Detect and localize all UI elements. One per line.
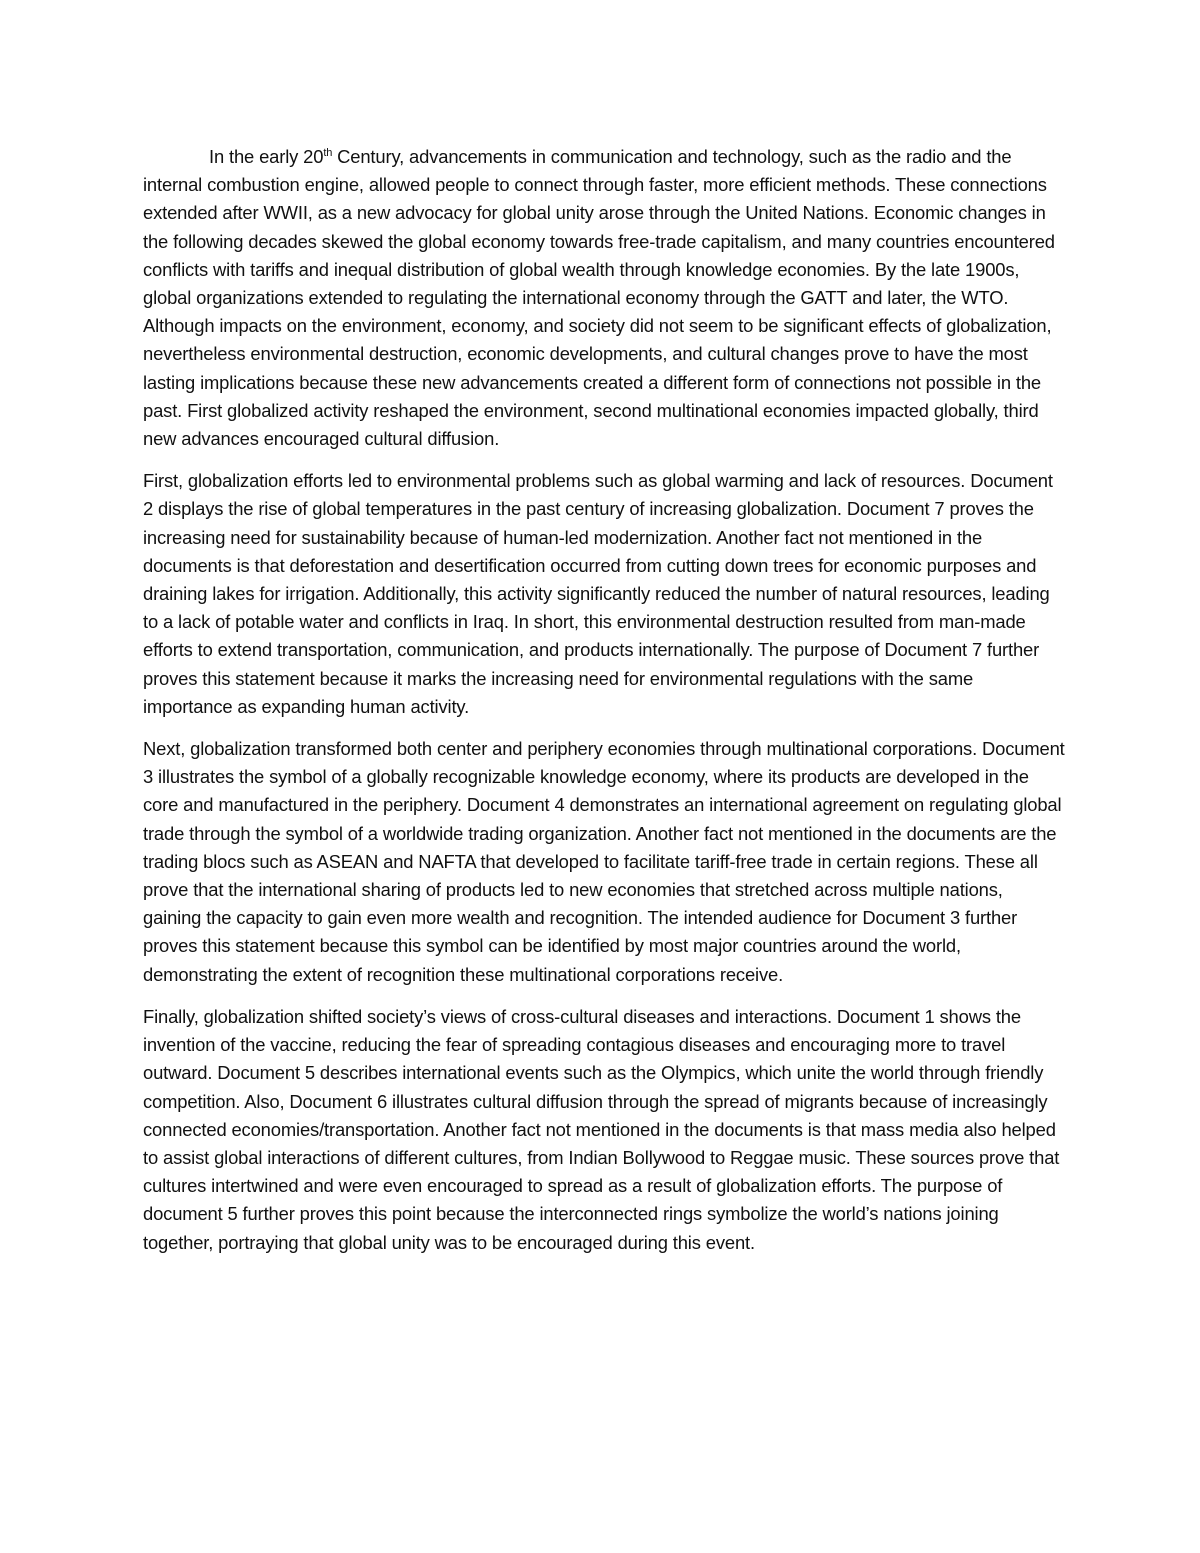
paragraph-economy: Next, globalization transformed both center and periphery economies through multinational corporations. Document 3 illustrates the symbol of a globally recognizable knowledge economy, where its products are developed in the core and manufactured in the periphery. Document 4 demonstrates an international agreement on regulating global trade through the symbol of a worldwide trading organization. Another fact not mentioned in the documents are the trading blocs such as ASEAN and NAFTA that developed to facilitate tariff-free trade in certain regions. These all prove that the international sharing of products led to new economies that stretched across multiple nations, gaining the capacity to gain even more wealth and recognition. The intended audience for Document 3 further proves this statement because this symbol can be identified by most major countries around the world, demonstrating the extent of recognition these multinational corporations receive.: [143, 738, 1065, 985]
paragraph-introduction: [143, 143, 1065, 453]
intro-text-rest: Century, advancements in communication and technology, such as the radio and the internal combustion engine, allowed people to connect through faster, more efficient methods. These connections extended after WWII, as a new advocacy for global unity arose through the United Nations. Economic changes in the following decades skewed the global economy towards free-trade capitalism, and many countries encountered conflicts with tariffs and inequal distribution of global wealth through knowledge economies. By the late 1900s, global organizations extended to regulating the international economy through the GATT and later, the WTO. Although impacts on the environment, economy, and society did not seem to be significant effects of globalization, nevertheless environmental destruction, economic developments, and cultural changes prove to have the most lasting implications because these new advancements created a different form of connections not possible in the past. First globalized activity reshaped the environment, second multinational economies impacted globally, third new advances encouraged cultural diffusion.: [143, 146, 1055, 450]
paragraph-environment: First, globalization efforts led to environmental problems such as global warming and lack of resources. Document 2 displays the rise of global temperatures in the past century of increasing globalization. Document 7 proves the increasing need for sustainability because of human-led modernization. Another fact not mentioned in the documents is that deforestation and desertification occurred from cutting down trees for economic purposes and draining lakes for irrigation. Additionally, this activity significantly reduced the number of natural resources, leading to a lack of potable water and conflicts in Iraq. In short, this environmental destruction resulted from man-made efforts to extend transportation, communication, and products internationally. The purpose of Document 7 further proves this statement because it marks the increasing need for environmental regulations with the same importance as expanding human activity.: [143, 470, 1053, 717]
intro-text-start: In the early 20: [209, 146, 324, 167]
paragraph-culture: Finally, globalization shifted society’s views of cross-cultural diseases and interactions. Document 1 shows the invention of the vaccine, reducing the fear of spreading contagious diseases and encouraging more to travel outward. Document 5 describes international events such as the Olympics, which unite the world through friendly competition. Also, Document 6 illustrates cultural diffusion through the spread of migrants because of increasingly connected economies/transportation. Another fact not mentioned in the documents is that mass media also helped to assist global interactions of different cultures, from Indian Bollywood to Reggae music. These sources prove that cultures intertwined and were even encouraged to spread as a result of globalization efforts. The purpose of document 5 further proves this point because the interconnected rings symbolize the world’s nations joining together, portraying that global unity was to be encouraged during this event.: [143, 1005, 1060, 1253]
ordinal-superscript: th: [323, 146, 333, 159]
document-body: [143, 143, 1065, 1271]
